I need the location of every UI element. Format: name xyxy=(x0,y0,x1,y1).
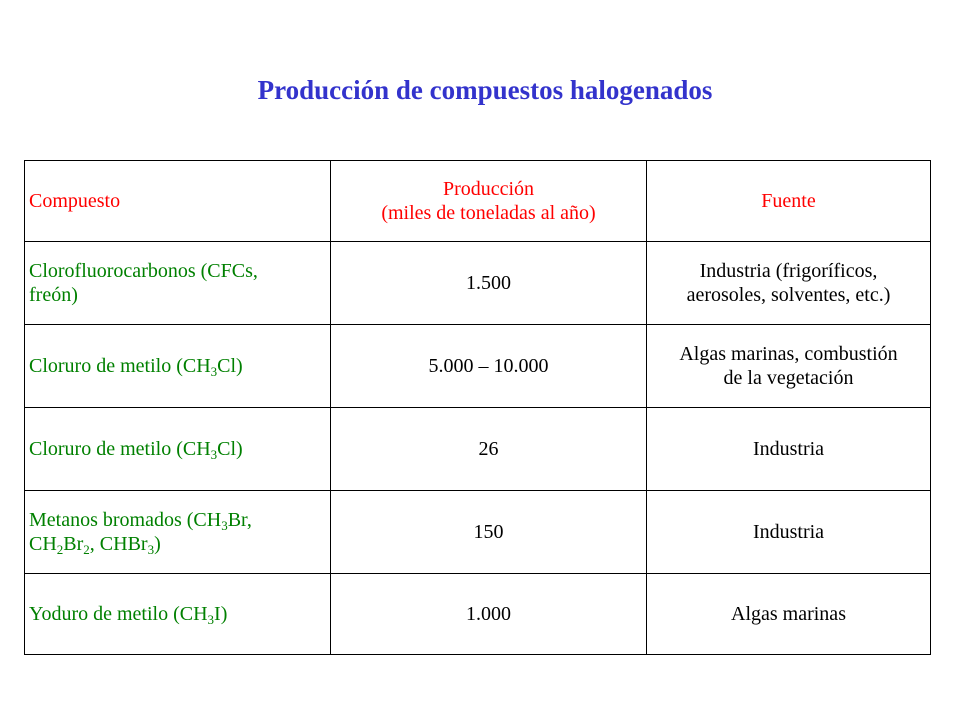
cell-compound xyxy=(25,242,331,325)
subscript: 3 xyxy=(221,518,228,533)
table-row xyxy=(25,325,931,408)
header-compound: Compuesto xyxy=(25,161,331,242)
table-header-row xyxy=(25,161,931,242)
cell-compound xyxy=(25,491,331,574)
subscript: 2 xyxy=(56,542,64,557)
source-text: Algas marinas, combustión xyxy=(679,343,898,365)
table-row xyxy=(25,491,931,574)
header-production-line2: (miles de toneladas al año) xyxy=(381,202,596,224)
compound-text: Br, xyxy=(227,509,252,531)
compound-text: I) xyxy=(214,603,228,625)
subscript: 3 xyxy=(147,542,155,557)
cell-source xyxy=(647,325,931,408)
cell-source xyxy=(647,242,931,325)
source-text: Industria (frigoríficos, xyxy=(699,260,878,282)
table-row xyxy=(25,574,931,655)
compound-text: Yoduro de metilo (CH xyxy=(29,603,208,625)
compound-text: ) xyxy=(154,533,161,555)
compound-text: Br xyxy=(63,533,84,555)
compound-text: Cloruro de metilo (CH xyxy=(29,355,211,377)
subscript: 3 xyxy=(207,612,215,627)
cell-source: Algas marinas xyxy=(647,574,931,655)
cell-source: Industria xyxy=(647,408,931,491)
compound-text: , CHBr xyxy=(89,533,148,555)
table-row xyxy=(25,408,931,491)
compound-text: Cl) xyxy=(217,355,243,377)
cell-production: 5.000 – 10.000 xyxy=(331,325,647,408)
subscript: 2 xyxy=(83,542,90,557)
header-production-line1: Producción xyxy=(442,178,535,200)
cell-production: 150 xyxy=(331,491,647,574)
compound-text: Cl) xyxy=(217,438,243,460)
compound-text: Metanos bromados (CH xyxy=(29,509,222,531)
compound-text: freón) xyxy=(29,284,78,306)
table-row xyxy=(25,242,931,325)
subscript: 3 xyxy=(210,364,218,379)
cell-compound xyxy=(25,325,331,408)
header-source: Fuente xyxy=(647,161,931,242)
cell-compound xyxy=(25,408,331,491)
compound-text: CH xyxy=(29,533,57,555)
page-title: Producción de compuestos halogenados xyxy=(257,75,713,105)
subscript: 3 xyxy=(210,447,218,462)
halogen-production-table xyxy=(24,160,931,655)
cell-source: Industria xyxy=(647,491,931,574)
header-production xyxy=(331,161,647,242)
cell-production: 26 xyxy=(331,408,647,491)
source-text: de la vegetación xyxy=(723,367,854,389)
cell-production: 1.500 xyxy=(331,242,647,325)
source-text: aerosoles, solventes, etc.) xyxy=(686,284,891,306)
cell-production: 1.000 xyxy=(331,574,647,655)
cell-compound xyxy=(25,574,331,655)
compound-text: Cloruro de metilo (CH xyxy=(29,438,211,460)
compound-text: Clorofluorocarbonos (CFCs, xyxy=(29,260,258,282)
